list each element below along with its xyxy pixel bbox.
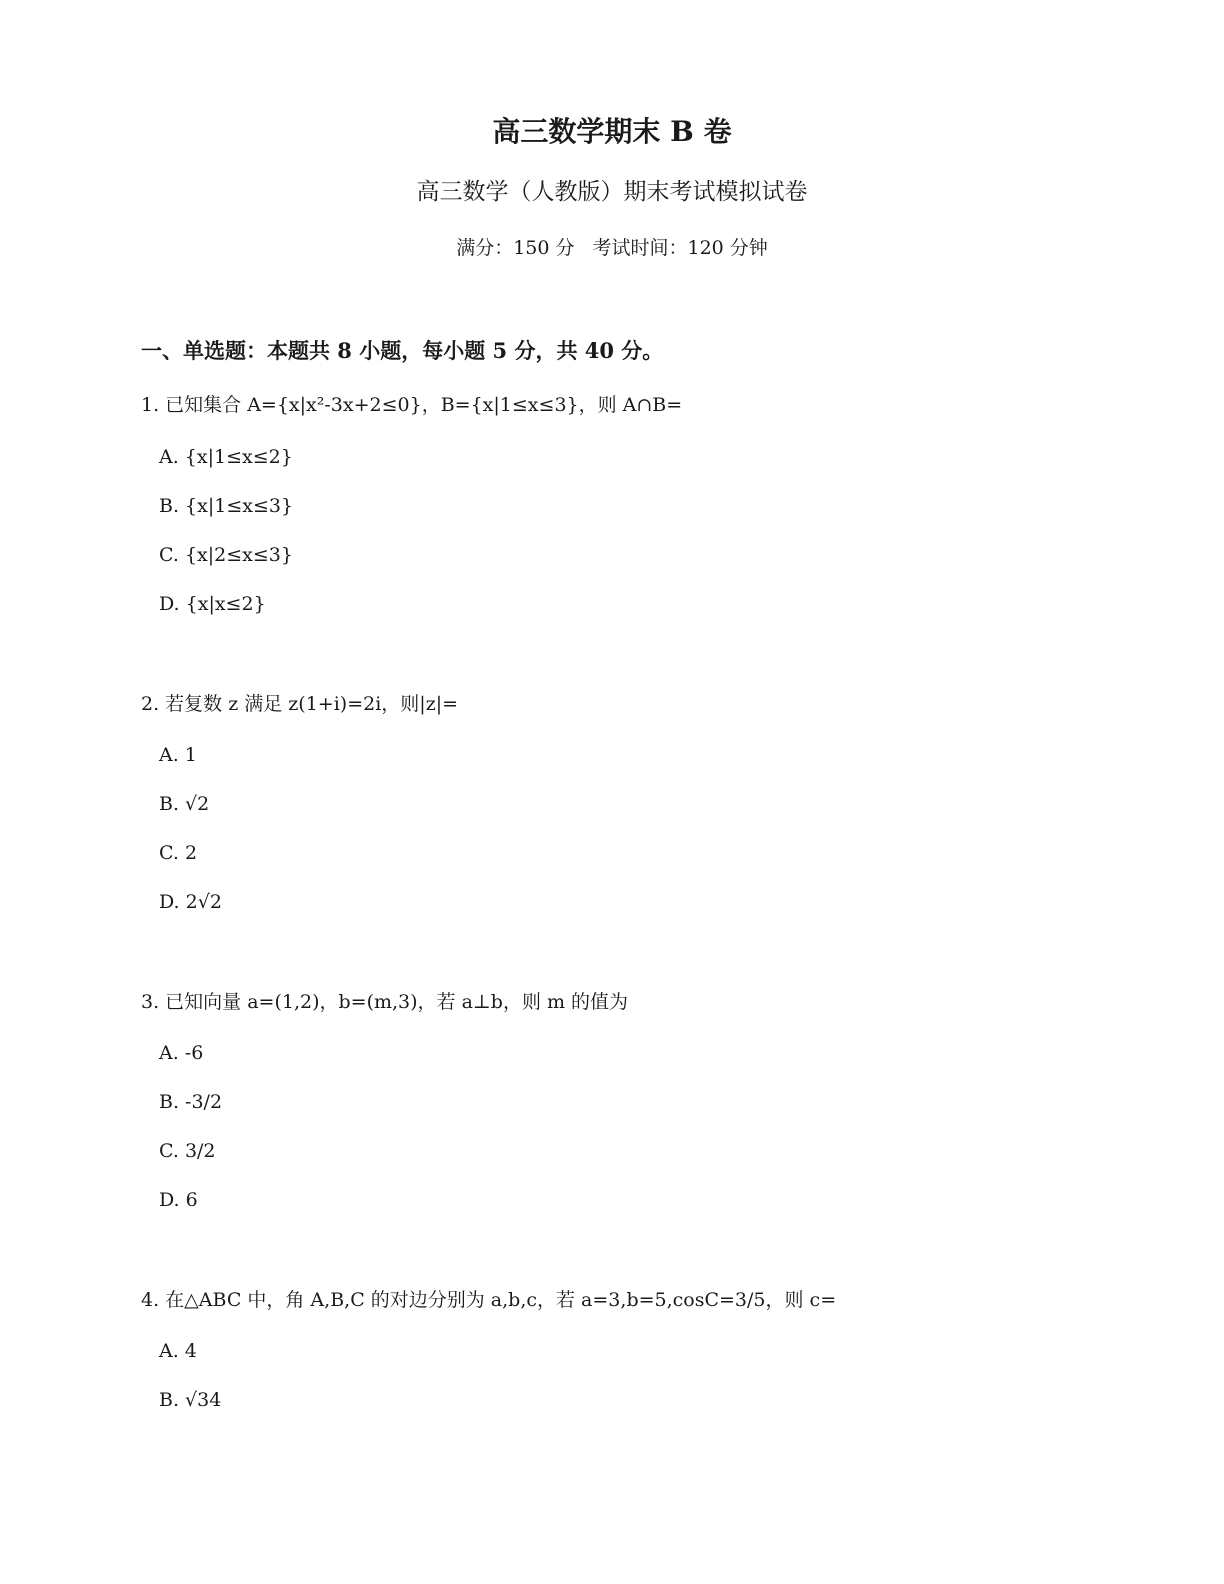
exam-time: 考试时间：120 分钟	[592, 237, 768, 259]
question-2-option-d: D. 2√2	[159, 891, 222, 913]
question-3-option-c: C. 3/2	[159, 1140, 216, 1162]
question-1-option-b: B. {x|1≤x≤3}	[159, 495, 294, 517]
question-3-option-a: A. -6	[159, 1042, 204, 1064]
question-1-option-d: D. {x|x≤2}	[159, 593, 266, 615]
question-1-option-a: A. {x|1≤x≤2}	[159, 446, 293, 468]
question-4-option-b: B. √34	[159, 1389, 222, 1411]
question-4-option-a: A. 4	[159, 1340, 197, 1362]
exam-meta	[0, 233, 1224, 263]
question-1-option-c: C. {x|2≤x≤3}	[159, 544, 293, 566]
question-2-option-c: C. 2	[159, 842, 198, 864]
exam-title: 高三数学期末 B 卷	[492, 115, 732, 148]
question-1-stem: 1. 已知集合 A={x|x²-3x+2≤0}，B={x|1≤x≤3}，则 A∩B=	[141, 394, 683, 416]
question-3-option-d: D. 6	[159, 1189, 198, 1211]
section-heading: 一、单选题：本题共 8 小题，每小题 5 分，共 40 分。	[141, 338, 664, 363]
question-2-option-b: B. √2	[159, 793, 210, 815]
question-3-option-b: B. -3/2	[159, 1091, 223, 1113]
full-score: 满分：150 分	[456, 237, 575, 259]
exam-subtitle: 高三数学（人教版）期末考试模拟试卷	[416, 179, 808, 205]
question-4-stem: 4. 在△ABC 中，角 A,B,C 的对边分别为 a,b,c，若 a=3,b=5,cosC=3/5，则 c=	[141, 1289, 837, 1311]
question-2-stem: 2. 若复数 z 满足 z(1+i)=2i，则|z|=	[141, 693, 459, 715]
question-3-stem: 3. 已知向量 a=(1,2)，b=(m,3)，若 a⊥b，则 m 的值为	[141, 991, 629, 1013]
question-2-option-a: A. 1	[159, 744, 197, 766]
